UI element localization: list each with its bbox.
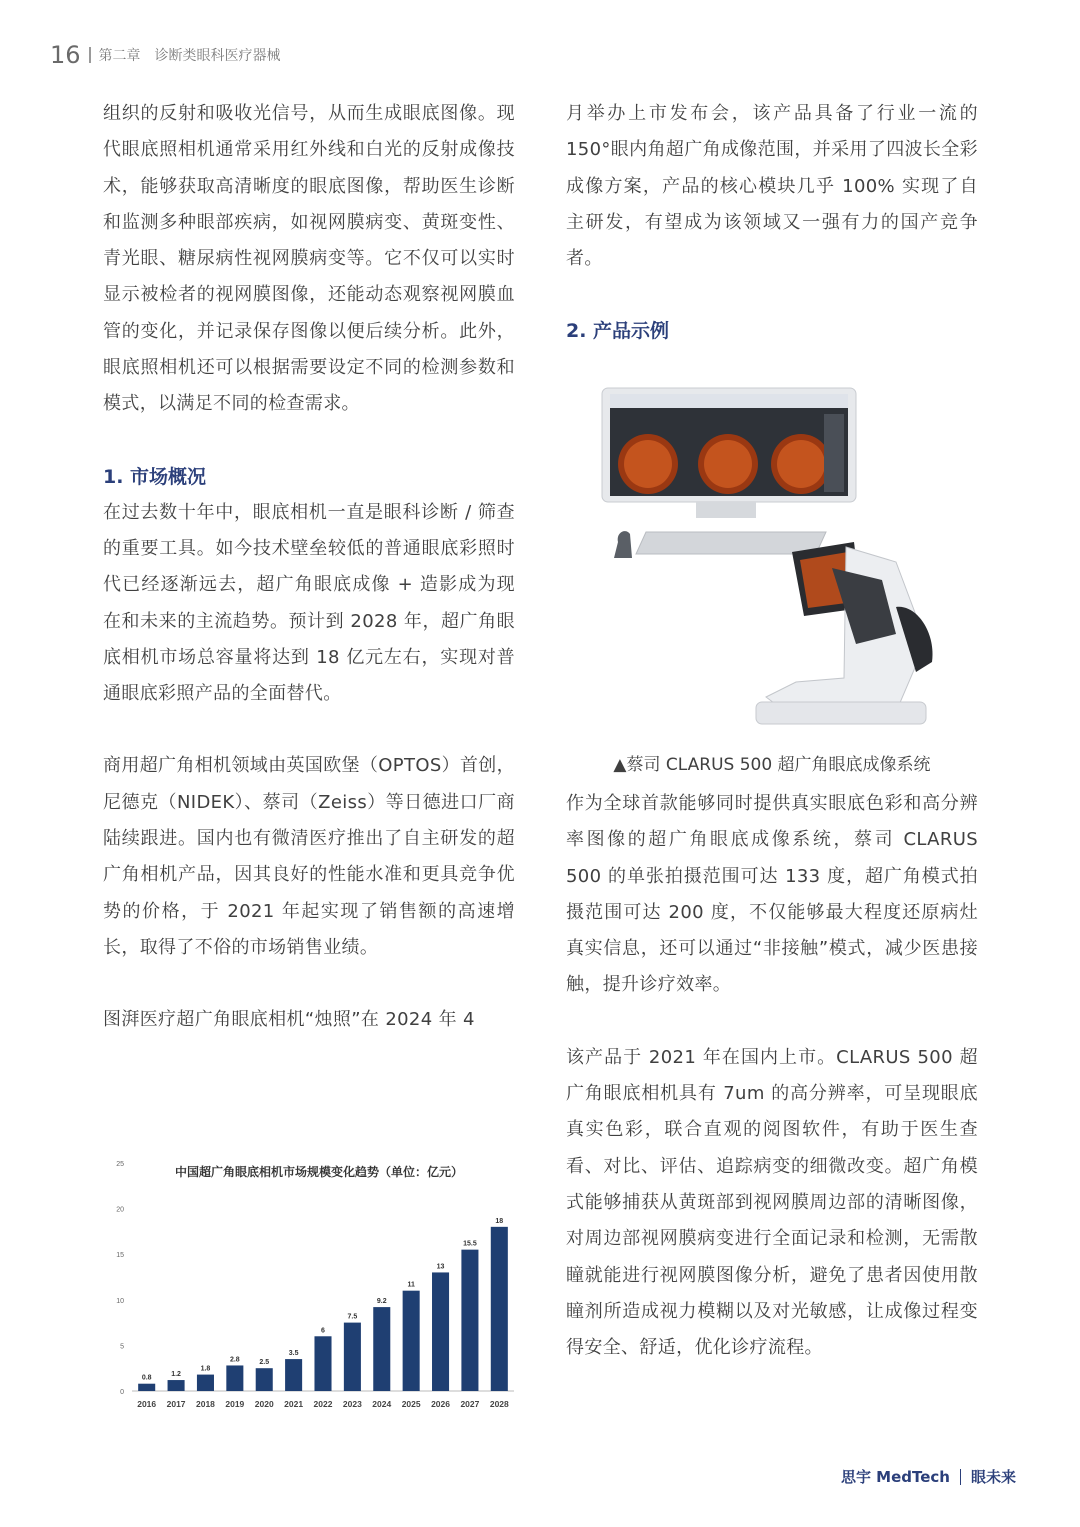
running-title [99, 45, 295, 65]
footer-divider [960, 1469, 961, 1485]
chart-canvas [104, 1148, 517, 1416]
section-label: 诊断类眼科医疗器械 [154, 48, 281, 64]
x-tick-label: 2021 [284, 1399, 304, 1409]
y-tick-label: 15 [116, 1252, 124, 1260]
bar [432, 1272, 449, 1391]
x-tick-label: 2027 [460, 1399, 480, 1409]
heading-product-example: 2. 产品示例 [566, 320, 670, 343]
market-size-chart [104, 1148, 517, 1416]
data-label: 15.5 [463, 1240, 477, 1248]
data-label: 11 [407, 1281, 415, 1289]
left-paragraph-3: 商用超广角相机领域由英国欧堡（OPTOS）首创，尼德克（NIDEK）、蔡司（Zeiss）等日德进口厂商陆续跟进。国内也有微清医疗推出了自主研发的超广角相机产品，因其良好的性能水准和更具竞争优势的价格，于 2021 年起实现了销售额的高速增长，取得了不俗的市场销售业绩。 [103, 755, 516, 958]
y-tick-label: 5 [120, 1343, 124, 1351]
data-label: 3.5 [288, 1350, 299, 1358]
x-tick-label: 2020 [254, 1399, 274, 1409]
bar [226, 1365, 243, 1391]
page-footer [841, 1466, 1016, 1487]
left-paragraph-1: 组织的反射和吸收光信号，从而生成眼底图像。现代眼底照相机通常采用红外线和白光的反射成像技术，能够获取高清晰度的眼底图像，帮助医生诊断和监测多种眼部疾病，如视网膜病变、黄斑变性、青光眼、糖尿病性视网膜病变等。它不仅可以实时显示被检者的视网膜图像，还能动态观察视网膜血管的变化，并记录保存图像以便后续分析。此外，眼底照相机还可以根据需要设定不同的检测参数和模式，以满足不同的检查需求。 [103, 103, 515, 415]
right-paragraph-3: 该产品于 2021 年在国内上市。CLARUS 500 超广角眼底相机具有 7um 的高分辨率，可呈现眼底真实色彩，联合直观的阅图软件，有助于医生查看、对比、评估、追踪病变的细微改变。超广角模式能够捕获从黄斑部到视网膜周边部的清晰图像，对周边部视网膜病变进行全面记录和检测，无需散瞳就能进行视网膜图像分析，避免了患者因使用散瞳剂所造成视力模糊以及对光敏感，让成像过程变得安全、舒适，优化诊疗流程。 [566, 1046, 978, 1359]
chapter-label: 第二章 [98, 48, 141, 64]
x-tick-label: 2018 [196, 1399, 215, 1409]
data-label: 2.8 [229, 1356, 240, 1364]
header-divider [89, 47, 91, 63]
data-label: 0.8 [141, 1374, 152, 1382]
x-tick-label: 2023 [342, 1399, 362, 1409]
right-column-lower [566, 786, 978, 1366]
bar [403, 1291, 420, 1391]
right-paragraph-1: 月举办上市发布会，该产品具备了行业一流的 150°眼内角超广角成像范围，并采用了四波长全彩成像方案，产品的核心模块几乎 100% 实现了自主研发，有望成为该领域又一强有力的国产竞争者。 [566, 103, 978, 270]
y-tick-label: 0 [120, 1389, 124, 1396]
chart-title: 中国超广角眼底相机市场规模变化趋势（单位：亿元） [174, 1165, 464, 1179]
bar [491, 1227, 508, 1391]
bar [344, 1323, 361, 1391]
data-label: 18 [495, 1217, 504, 1225]
x-tick-label: 2026 [431, 1399, 450, 1409]
left-column [103, 96, 515, 1039]
bar [197, 1375, 214, 1391]
footer-tagline: 眼未来 [970, 1468, 1016, 1486]
x-tick-label: 2025 [401, 1399, 421, 1409]
x-tick-label: 2019 [225, 1399, 245, 1409]
x-tick-label: 2022 [313, 1399, 333, 1409]
footer-brand: 思宇 MedTech [840, 1468, 950, 1486]
right-column [566, 96, 978, 349]
y-tick-label: 20 [116, 1206, 124, 1214]
y-tick-label: 25 [116, 1161, 124, 1168]
product-photo [596, 382, 940, 734]
bar [285, 1359, 302, 1391]
bar [256, 1368, 273, 1391]
photo-caption: ▲蔡司 CLARUS 500 超广角眼底成像系统 [613, 755, 931, 775]
data-label: 13 [436, 1263, 445, 1271]
left-paragraph-2: 在过去数十年中，眼底相机一直是眼科诊断 / 筛查的重要工具。如今技术壁垒较低的普通眼底彩照时代已经逐渐远去，超广角眼底成像 + 造影成为现在和未来的主流趋势。预计到 2028 年，超广角眼底相机市场总容量将达到 18 亿元左右，实现对普通眼底彩照产品的全面替代。 [103, 501, 515, 705]
data-label: 2.5 [259, 1359, 270, 1367]
bar [168, 1380, 185, 1391]
x-tick-label: 2017 [166, 1399, 186, 1409]
page-header [50, 40, 295, 70]
data-label: 7.5 [347, 1313, 358, 1321]
right-paragraph-2: 作为全球首款能够同时提供真实眼底色彩和高分辨率图像的超广角眼底成像系统，蔡司 CLARUS 500 的单张拍摄范围可达 133 度，超广角模式拍摄范围可达 200 度，不仅能够最大程度还原病灶真实信息，还可以通过“非接触”模式，减少医患接触，提升诊疗效率。 [566, 793, 978, 996]
data-label: 1.8 [200, 1365, 211, 1373]
page-number: 16 [50, 41, 81, 69]
heading-market-overview: 1. 市场概况 [103, 465, 207, 488]
bar [373, 1307, 390, 1391]
data-label: 9.2 [376, 1298, 387, 1306]
bar [314, 1336, 331, 1391]
x-tick-label: 2016 [137, 1399, 157, 1409]
data-label: 6 [321, 1327, 325, 1335]
x-tick-label: 2028 [489, 1399, 509, 1409]
bar [461, 1250, 478, 1391]
y-tick-label: 10 [116, 1297, 124, 1305]
x-tick-label: 2024 [372, 1399, 392, 1409]
bar [138, 1384, 155, 1391]
data-label: 1.2 [171, 1371, 181, 1379]
left-paragraph-4: 图湃医疗超广角眼底相机“烛照”在 2024 年 4 [103, 1009, 475, 1031]
